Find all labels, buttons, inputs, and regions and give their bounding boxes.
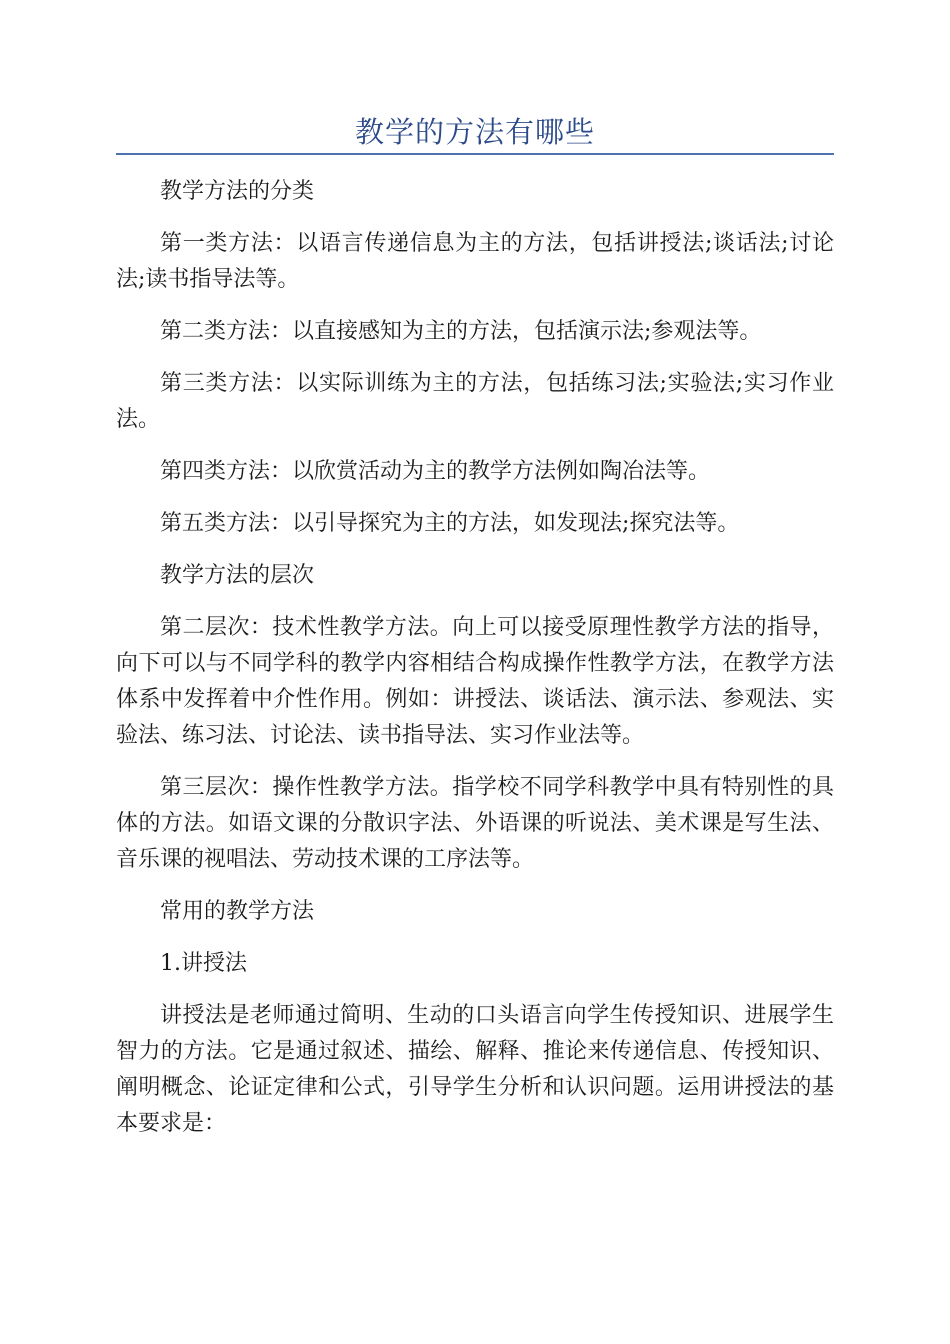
section-heading-levels: 教学方法的层次 — [160, 563, 315, 588]
title-underline-divider — [116, 153, 834, 155]
paragraph-type-4: 第四类方法：以欣赏活动为主的教学方法例如陶冶法等。 — [160, 459, 711, 484]
paragraph-type-2: 第二类方法：以直接感知为主的方法，包括演示法;参观法等。 — [160, 319, 762, 344]
paragraph-type-5: 第五类方法：以引导探究为主的方法，如发现法;探究法等。 — [160, 511, 740, 536]
paragraph-type-3: 第三类方法：以实际训练为主的方法，包括练习法;实验法;实习作业法。 — [116, 371, 834, 432]
paragraph-level-3: 第三层次：操作性教学方法。指学校不同学科教学中具有特别性的具体的方法。如语文课的分散识字法、外语课的听说法、美术课是写生法、音乐课的视唱法、劳动技术课的工序法等。 — [116, 775, 834, 872]
document-body — [116, 174, 834, 1158]
paragraph-lecture-method: 讲授法是老师通过简明、生动的口头语言向学生传授知识、进展学生智力的方法。它是通过叙述、描绘、解释、推论来传递信息、传授知识、阐明概念、论证定律和公式，引导学生分析和认识问题。运用讲授法的基本要求是： — [116, 1003, 834, 1136]
section-heading-classification: 教学方法的分类 — [160, 179, 315, 204]
paragraph-level-2: 第二层次：技术性教学方法。向上可以接受原理性教学方法的指导，向下可以与不同学科的教学内容相结合构成操作性教学方法，在教学方法体系中发挥着中介性作用。例如：讲授法、谈话法、演示法、参观法、实验法、练习法、讨论法、读书指导法、实习作业法等。 — [116, 615, 834, 748]
section-heading-common-methods: 常用的教学方法 — [160, 899, 315, 924]
document-title: 教学的方法有哪些 — [354, 115, 595, 149]
subheading-lecture-method: 1.讲授法 — [160, 951, 247, 976]
paragraph-type-1: 第一类方法：以语言传递信息为主的方法，包括讲授法;谈话法;讨论法;读书指导法等。 — [116, 231, 834, 292]
